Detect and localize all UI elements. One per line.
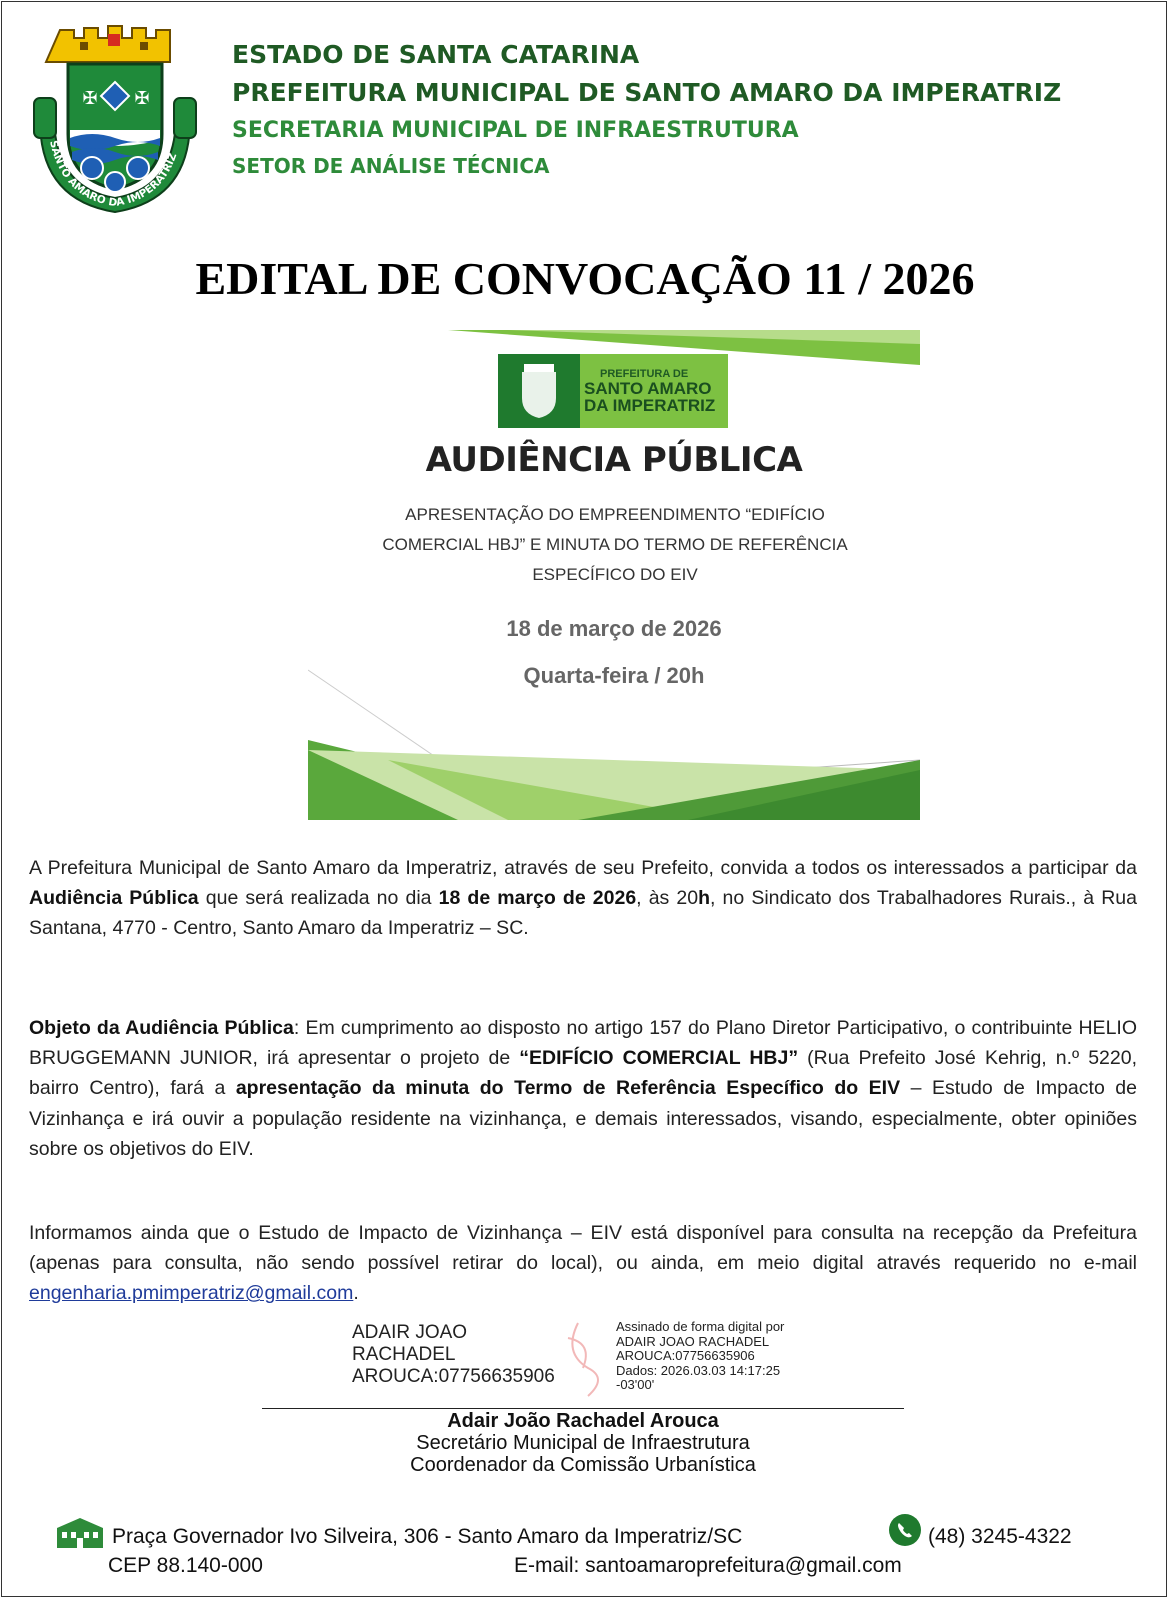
- header-prefecture: PREFEITURA MUNICIPAL DE SANTO AMARO DA IMPERATRIZ: [232, 78, 1062, 107]
- footer-phone: (48) 3245-4322: [928, 1525, 1072, 1548]
- paragraph-consult-info: Informamos ainda que o Estudo de Impacto de Vizinhança – EIV está disponível para consulta na recepção da Prefeitura (apenas para consulta, não sendo possível retirar do local), ou ainda, em meio digital através requerido no e-mail engenharia.pmimperatriz@gmail.com.: [29, 1222, 1137, 1305]
- footer-email: E-mail: santoamaroprefeitura@gmail.com: [514, 1554, 902, 1577]
- municipal-crest-logo: [30, 20, 200, 215]
- poster-date: 18 de março de 2026: [506, 616, 722, 641]
- poster-desc-line1: APRESENTAÇÃO DO EMPREENDIMENTO “EDIFÍCIO: [405, 505, 825, 524]
- poster-desc-line2: COMERCIAL HBJ” E MINUTA DO TERMO DE REFERÊNCIA: [382, 535, 848, 554]
- poster-time: Quarta-feira / 20h: [523, 663, 705, 688]
- signer-role: Secretário Municipal de Infraestrutura: [416, 1432, 750, 1454]
- paragraph-invitation: A Prefeitura Municipal de Santo Amaro da Imperatriz, através de seu Prefeito, convida a todos os interessados a participar da Audiência Pública que será realizada no dia 18 de março de 2026, às 20h, no Sindicato dos Trabalhadores Rurais., à Rua Santana, 4770 - Centro, Santo Amaro da Imperatriz – SC.: [29, 857, 1137, 940]
- signer-role-2: Coordenador da Comissão Urbanística: [410, 1454, 756, 1476]
- poster-logo-line2: DA IMPERATRIZ: [584, 396, 716, 415]
- digital-signature-name: ADAIR JOAO RACHADEL AROUCA:07756635906: [352, 1322, 555, 1387]
- signature-line: [262, 1408, 904, 1409]
- digital-signature-details: Assinado de forma digital por ADAIR JOAO RACHADEL AROUCA:07756635906 Dados: 2026.03.03 14:17:25 -03'00': [616, 1319, 785, 1392]
- phone-icon: [889, 1514, 921, 1546]
- footer-address: Praça Governador Ivo Silveira, 306 - Santo Amaro da Imperatriz/SC: [112, 1525, 743, 1548]
- building-icon: [55, 1518, 105, 1550]
- svg-text:SANTO AMARO DA IMPERATRIZ: SANTO AMARO DA IMPERATRIZ: [47, 139, 180, 210]
- header-state: ESTADO DE SANTA CATARINA: [232, 40, 640, 69]
- poster-logo-line1: SANTO AMARO: [584, 379, 712, 398]
- signer-name: Adair João Rachadel Arouca: [447, 1410, 719, 1432]
- signature-stamp-icon: [548, 1318, 618, 1398]
- poster-logo-small-text: PREFEITURA DE: [600, 368, 689, 380]
- poster-desc-line3: ESPECÍFICO DO EIV: [532, 565, 698, 584]
- poster-heading: AUDIÊNCIA PÚBLICA: [425, 440, 803, 480]
- header-sector: SETOR DE ANÁLISE TÉCNICA: [232, 154, 550, 178]
- header-secretariat: SECRETARIA MUNICIPAL DE INFRAESTRUTURA: [232, 118, 799, 143]
- poster-description: [360, 500, 870, 590]
- email-link[interactable]: engenharia.pmimperatriz@gmail.com: [29, 1282, 354, 1305]
- footer-cep: CEP 88.140-000: [108, 1554, 263, 1577]
- svg-text:✠: ✠: [82, 88, 98, 109]
- paragraph-object: Objeto da Audiência Pública: Em cumprimento ao disposto no artigo 157 do Plano Diretor Participativo, o contribuinte HELIO BRUGGEMANN JUNIOR, irá apresentar o projeto de “EDIFÍCIO COMERCIAL HBJ” (Rua Prefeito José Kehrig, n.º 5220, bairro Centro), fará a apresentação da minuta do Termo de Referência Específico do EIV – Estudo de Impacto de Vizinhança e irá ouvir a população residente na vizinhança, e demais interessados, visando, especialmente, obter opiniões sobre os objetivos do EIV.: [29, 1017, 1137, 1160]
- poster-logo-name: [584, 380, 715, 414]
- edital-title: EDITAL DE CONVOCAÇÃO 11 / 2026: [195, 253, 975, 304]
- svg-text:✠: ✠: [134, 88, 150, 109]
